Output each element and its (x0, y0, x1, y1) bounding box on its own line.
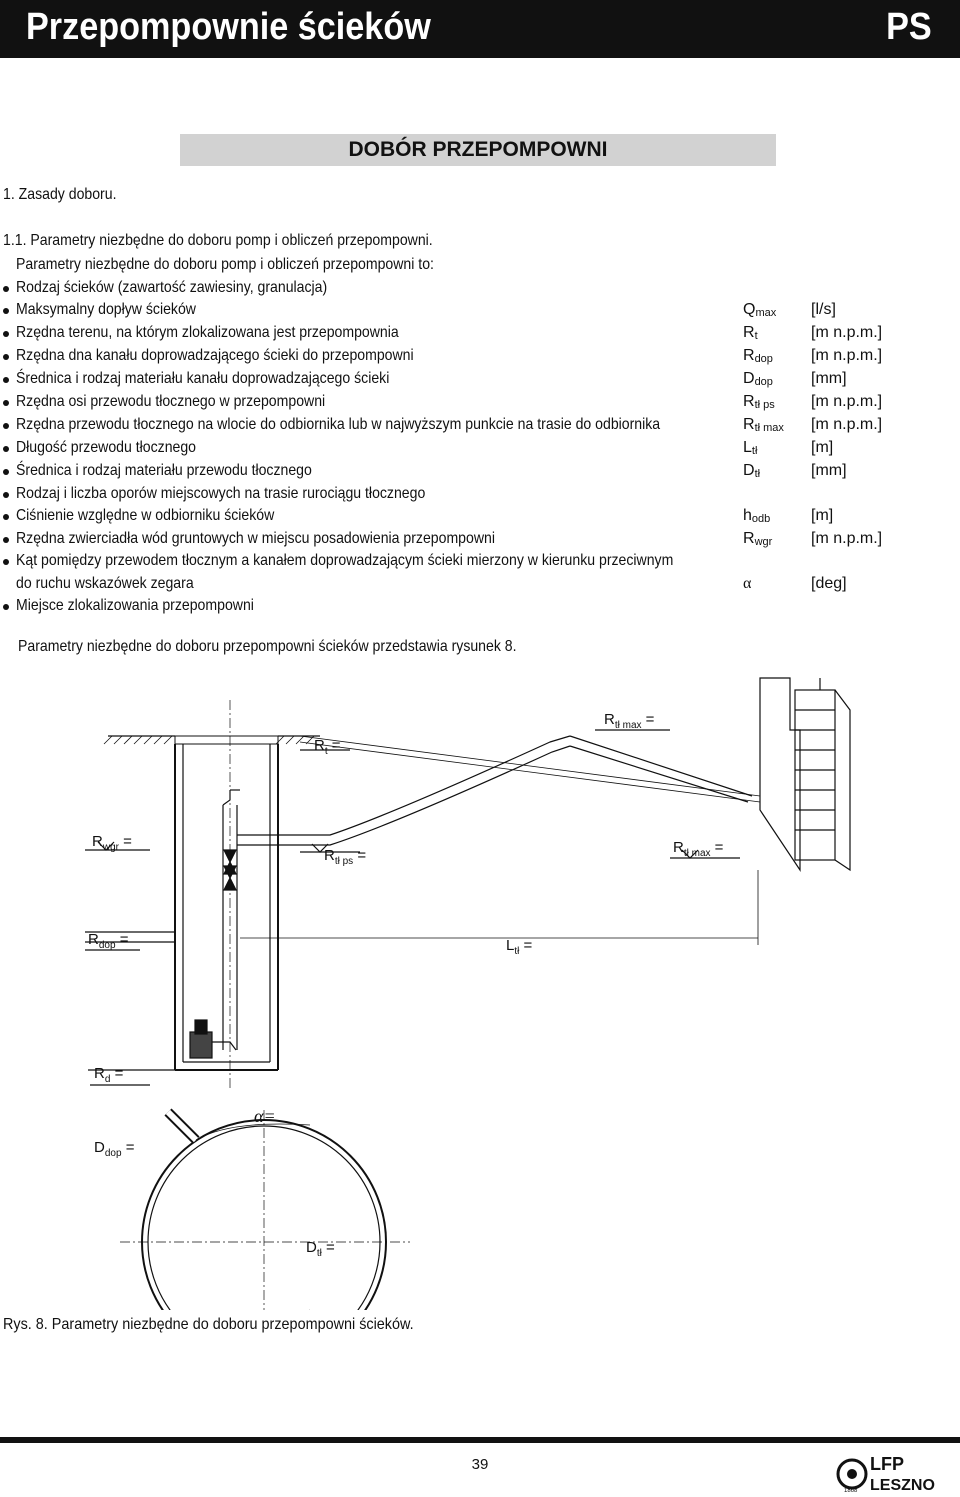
parameter-symbol-main: R (743, 324, 755, 341)
parameter-row (0, 462, 960, 484)
parameter-unit: [m n.p.m.] (811, 530, 883, 547)
parameter-row (0, 439, 960, 461)
parameter-symbol (743, 462, 760, 480)
page-title: Przepompownie ścieków (26, 6, 431, 48)
parameter-label: Rzędna dna kanału doprowadzającego ścieki do przepompowni (16, 347, 414, 364)
parameter-symbol-sub: tł ps (754, 399, 775, 411)
parameter-symbol (743, 575, 751, 593)
label-rtlmax-mid: $R_{tł max}$ = (673, 839, 724, 859)
parameter-symbol-sub: wgr (754, 536, 773, 548)
page-number: 39 (471, 1456, 489, 1473)
parameter-unit: [mm] (811, 462, 847, 479)
parameter-label: Kąt pomiędzy przewodem tłocznym a kanałem doprowadzającym ścieki mierzony w kierunku przeciwnym (16, 552, 674, 569)
logo-top-text: LFP (870, 1454, 904, 1474)
figure-caption: Rys. 8. Parametry niezbędne do doboru przepompowni ścieków. (3, 1316, 414, 1333)
parameter-unit: [m n.p.m.] (811, 347, 883, 364)
parameter-symbol-main: R (743, 530, 755, 547)
parameter-row (0, 370, 960, 392)
parameter-label: Miejsce zlokalizowania przepompowni (16, 597, 254, 614)
parameter-row (0, 485, 960, 507)
parameter-unit: [m n.p.m.] (811, 324, 883, 341)
bullet-icon (3, 446, 9, 452)
parameter-unit: [deg] (811, 575, 847, 592)
parameter-unit: [m n.p.m.] (811, 416, 883, 433)
label-rwgr: $R_{wgr}$ = (92, 833, 132, 853)
parameter-row (0, 301, 960, 323)
parameter-label: Rzędna terenu, na którym zlokalizowana jest przepompownia (16, 324, 399, 341)
parameter-symbol (743, 507, 770, 525)
intro-text: Parametry niezbędne do doboru pomp i obliczeń przepompowni to: (16, 256, 434, 273)
parameter-label: do ruchu wskazówek zegara (16, 575, 194, 592)
parameter-symbol (743, 393, 775, 411)
bullet-icon (3, 331, 9, 337)
lfp-leszno-logo (836, 1452, 956, 1494)
parameter-symbol-main: L (743, 439, 752, 456)
heading-1-1: 1.1. Parametry niezbędne do doboru pomp i obliczeń przepompowni. (3, 232, 433, 249)
parameter-label: Maksymalny dopływ ścieków (16, 301, 196, 318)
parameter-symbol-main: h (743, 507, 752, 524)
parameter-symbol-main: R (743, 393, 755, 410)
parameter-row (0, 552, 960, 574)
parameter-symbol-sub: tł (754, 468, 761, 480)
bullet-icon (3, 537, 9, 543)
parameter-symbol-sub: dop (754, 353, 773, 365)
parameter-label: Średnica i rodzaj materiału kanału doprowadzającego ścieki (16, 370, 390, 387)
bullet-icon (3, 286, 9, 292)
bullet-icon (3, 400, 9, 406)
pump-station-diagram (0, 670, 960, 1310)
label-rd: $R_d$ = (94, 1065, 124, 1085)
parameter-symbol-sub: max (755, 307, 777, 319)
header-bar (0, 0, 960, 58)
bullet-icon (3, 559, 9, 565)
parameter-label: Rzędna zwierciadła wód gruntowych w miejscu posadowienia przepompowni (16, 530, 495, 547)
parameter-symbol-main: R (743, 416, 755, 433)
label-dtl: $D_{tł}$ = (306, 1239, 335, 1259)
bullet-icon (3, 604, 9, 610)
parameter-unit: [m n.p.m.] (811, 393, 883, 410)
bullet-icon (3, 377, 9, 383)
label-rdop: $R_{dop}$ = (88, 931, 129, 951)
parameter-label: Rzędna osi przewodu tłocznego w przepompowni (16, 393, 326, 410)
label-ltl: $L_{tł}$ = (506, 937, 533, 957)
parameter-symbol (743, 530, 772, 548)
parameter-symbol (743, 301, 776, 319)
parameter-symbol-sub: dop (754, 376, 773, 388)
parameter-row (0, 575, 960, 597)
parameter-label: Ciśnienie względne w odbiorniku ścieków (16, 507, 275, 524)
parameter-symbol-main: α (743, 575, 752, 592)
parameter-label: Długość przewodu tłocznego (16, 439, 197, 456)
parameter-row (0, 507, 960, 529)
parameter-symbol-main: R (743, 347, 755, 364)
label-rtlps: $R_{tł ps}$ = (324, 847, 367, 867)
parameter-symbol-main: Q (743, 301, 756, 318)
parameter-row (0, 416, 960, 438)
parameter-symbol (743, 416, 784, 434)
section-title: DOBÓR PRZEPOMPOWNI (180, 134, 776, 166)
parameter-row (0, 279, 960, 301)
parameter-symbol-main: D (743, 462, 755, 479)
parameter-symbol (743, 370, 773, 388)
parameter-symbol-sub: t (754, 330, 758, 342)
parameter-unit: [m] (811, 507, 834, 524)
section-code: PS (886, 6, 932, 48)
parameter-symbol-main: D (743, 370, 755, 387)
parameter-symbol (743, 347, 773, 365)
parameter-label: Rzędna przewodu tłocznego na wlocie do odbiornika lub w najwyższym punkcie na trasie do odbiornika (16, 416, 661, 433)
figure-reference: Parametry niezbędne do doboru przepompowni ścieków przedstawia rysunek 8. (18, 638, 517, 655)
bullet-icon (3, 423, 9, 429)
parameter-row (0, 324, 960, 346)
parameter-row (0, 393, 960, 415)
bullet-icon (3, 354, 9, 360)
parameter-unit: [m] (811, 439, 834, 456)
parameter-unit: [l/s] (811, 301, 836, 318)
parameter-row (0, 597, 960, 619)
label-ddop: $D_{dop}$ = (94, 1139, 135, 1159)
parameter-row (0, 347, 960, 369)
label-rtlmax-top: $R_{tł max}$ = (604, 711, 655, 731)
parameter-row (0, 530, 960, 552)
bullet-icon (3, 308, 9, 314)
bullet-icon (3, 492, 9, 498)
parameter-label: Rodzaj i liczba oporów miejscowych na trasie rurociągu tłocznego (16, 485, 426, 502)
label-rt: $R_t$ = (314, 737, 341, 757)
heading-1: 1. Zasady doboru. (3, 186, 117, 203)
parameter-symbol (743, 324, 758, 342)
parameter-symbol-sub: odb (751, 513, 771, 525)
parameter-label: Rodzaj ścieków (zawartość zawiesiny, granulacja) (16, 279, 328, 296)
parameter-symbol-sub: tł max (754, 422, 784, 434)
parameter-label: Średnica i rodzaj materiału przewodu tłocznego (16, 462, 312, 479)
bullet-icon (3, 469, 9, 475)
logo-year-text: 1868 (844, 1488, 858, 1494)
parameter-symbol (743, 439, 757, 457)
label-alpha: α= (254, 1106, 276, 1126)
parameter-unit: [mm] (811, 370, 847, 387)
bullet-icon (3, 514, 9, 520)
parameter-symbol-sub: tł (751, 445, 758, 457)
logo-bottom-text: LESZNO (870, 1477, 935, 1494)
footer-rule (0, 1437, 960, 1443)
